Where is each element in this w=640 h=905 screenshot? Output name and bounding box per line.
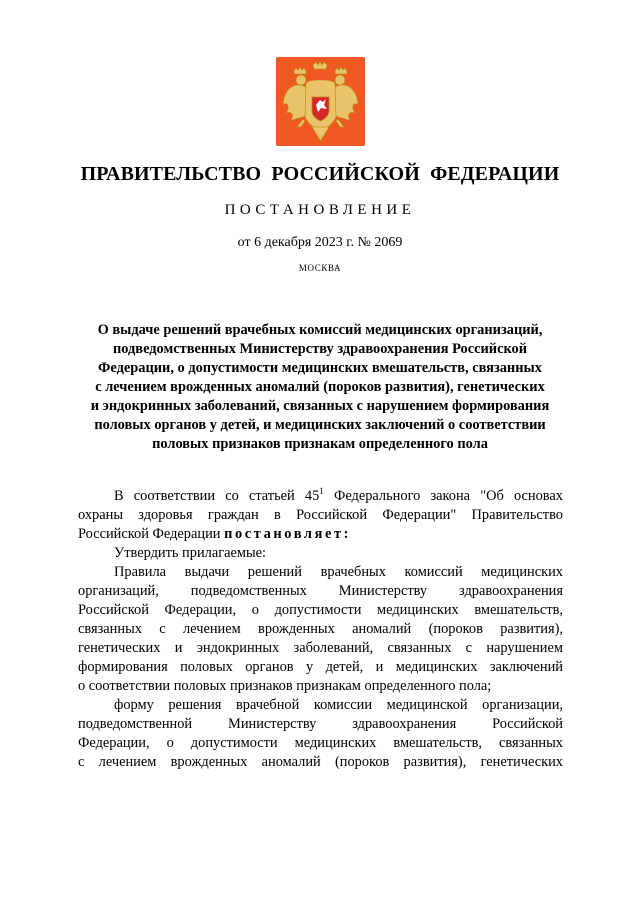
body-line: о соответствии половых признаков признакам определенного пола; [78,678,492,694]
body-line: Утвердить прилагаемые: [114,545,267,561]
body-line: Российской Федерации постановляет: [78,526,352,542]
document-heading [70,321,570,454]
heading-line: с лечением врожденных аномалий (пороков развития), генетических [95,379,545,395]
heading-line: подведомственных Министерству здравоохранения Российской [112,341,528,357]
body-line: форму решения врачебной комиссии медицинской организации, [114,697,563,713]
body-line: связанных с лечением врожденных аномалий (пороков развития), [78,621,563,637]
document-body [78,487,563,772]
city: МОСКВА [298,263,342,273]
date-and-number: от 6 декабря 2023 г. № 2069 [237,235,403,250]
body-line: с лечением врожденных аномалий (пороков развития), генетических [78,754,563,770]
body-line: Федерации, о допустимости медицинских вмешательств, связанных [78,735,563,751]
heading-line: О выдаче решений врачебных комиссий медицинских организаций, [97,322,543,338]
body-line: охраны здоровья граждан в Российской Федерации" Правительство [78,507,563,523]
body-line: Российской Федерации, о допустимости медицинских вмешательств, [78,602,563,618]
heading-line: и эндокринных заболеваний, связанных с нарушением формирования [90,398,550,414]
heading-line: половых признаков признакам определенного пола [152,436,488,452]
body-line: организаций, подведомственных Министерству здравоохранения [78,583,563,599]
body-line: Правила выдачи решений врачебных комиссий медицинских [114,564,563,580]
body-line: подведомственной Министерству здравоохранения Российской [78,716,563,732]
body-line: В соответствии со статьей $45^1$ Федерального закона "Об основах [114,486,563,504]
coat-of-arms-icon [276,57,365,146]
body-line: генетических и эндокринных заболеваний, связанных с нарушением [78,640,563,656]
body-line: формирования половых органов у детей, и медицинских заключений [78,659,563,675]
heading-line: Федерации, о допустимости медицинских вмешательств, связанных [98,360,542,376]
government-title: ПРАВИТЕЛЬСТВО РОССИЙСКОЙ ФЕДЕРАЦИИ [80,163,560,185]
resolves-word: постановляет: [224,526,352,542]
footnote-superscript: 1 [319,486,324,496]
heading-line: половых органов у детей, и медицинских заключений о соответствии [94,417,546,433]
document-type: ПОСТАНОВЛЕНИЕ [224,202,416,218]
